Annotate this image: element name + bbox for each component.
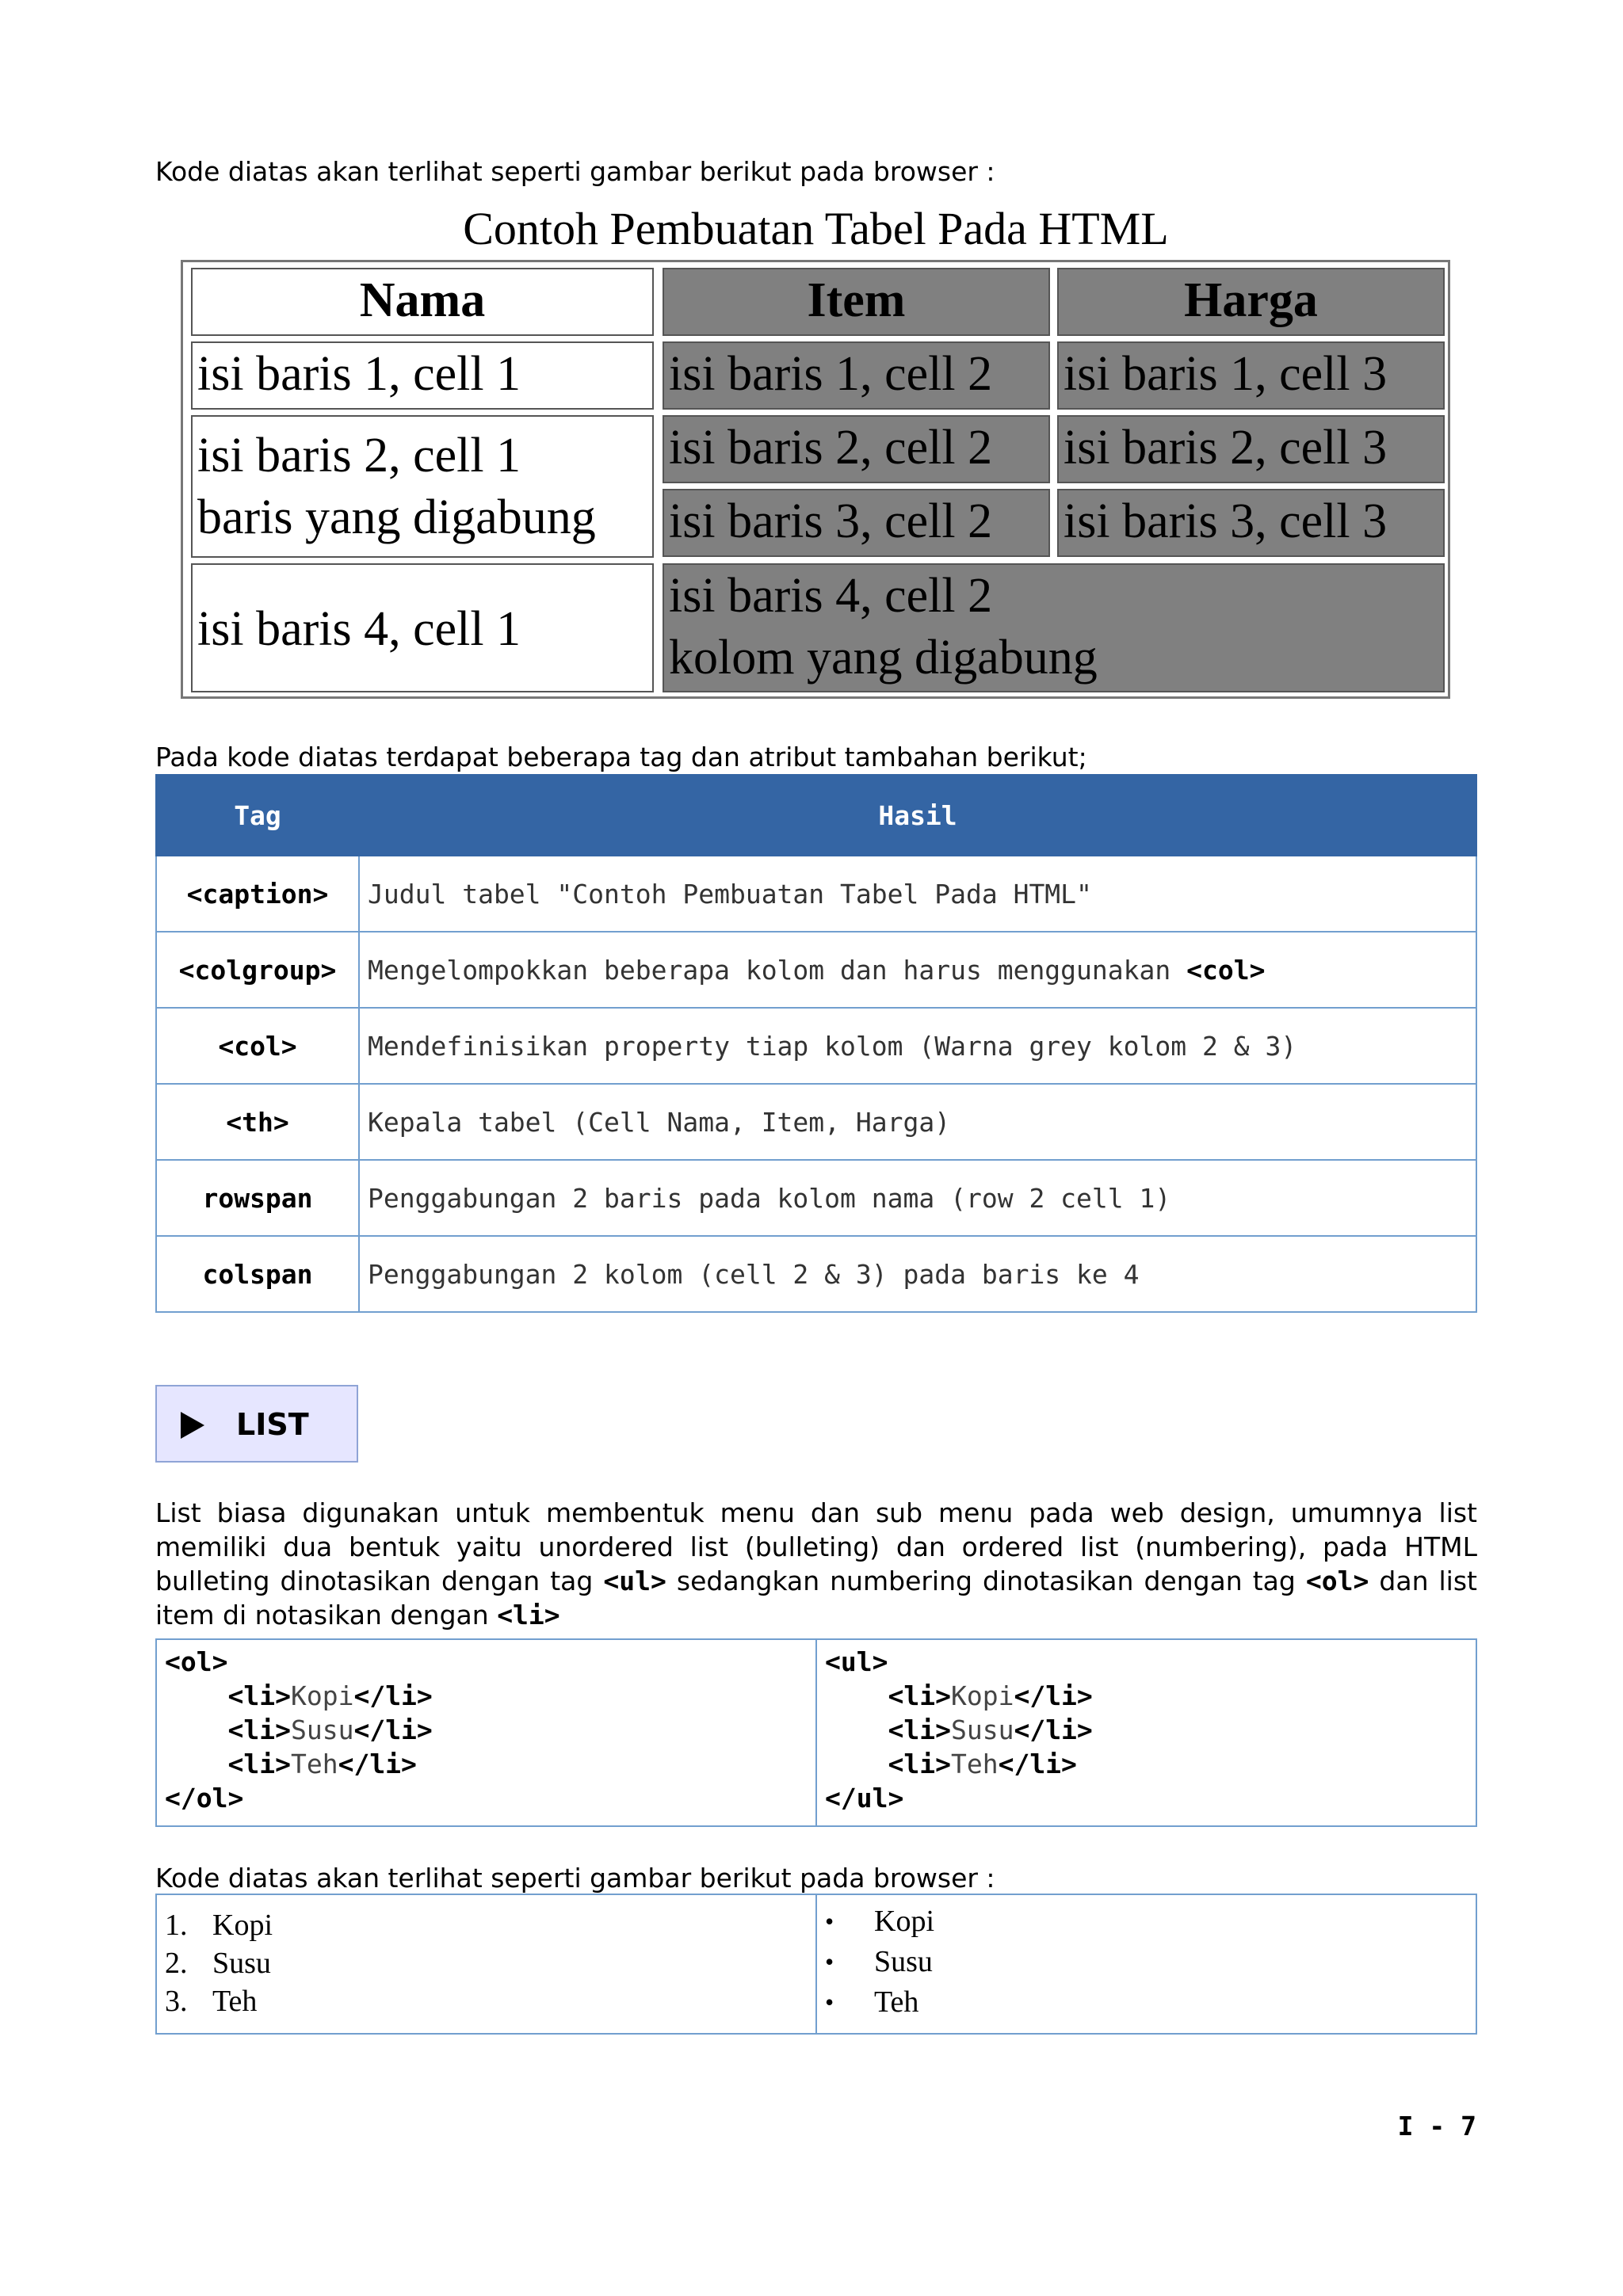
table-row [156,932,1476,1008]
code-ordered [157,1640,815,1815]
code-li-close: </li> [1014,1714,1093,1745]
list-item [165,1906,815,1944]
list-para-text-1: List biasa digunakan untuk membentuk menu dan sub menu pada web design, umumnya list memiliki dua bentuk yaitu unordered list (bulleting) dan ordered list (numbering), pada HTML bulleting dinotasikan dengan tag [155,1497,1477,1596]
code-item: Kopi [290,1680,354,1711]
list-item [825,1982,1476,2023]
code-item: Susu [950,1714,1014,1745]
ordered-list-output [157,1895,815,2020]
list-item-text: Kopi [874,1905,934,1938]
code-item: Teh [950,1749,999,1779]
demo-cell-r1c3: isi baris 1, cell 3 [1057,341,1445,410]
intro-text: Kode diatas akan terlihat seperti gambar berikut pada browser : [155,156,995,187]
play-arrow-icon [181,1412,204,1439]
code-li-close: </li> [353,1714,433,1745]
unordered-list-output [817,1895,1476,2023]
code-li-open: <li> [888,1680,951,1711]
tag-cell: <th> [156,1084,359,1160]
code-li-close: </li> [1014,1680,1093,1711]
code-ul-open: <ul> [825,1646,888,1677]
demo-table [181,260,1450,699]
bullet-icon: • [825,1947,834,1976]
code-unordered [817,1640,1476,1815]
code-ol-open: <ol> [165,1646,228,1677]
code-li-close: </li> [998,1749,1077,1779]
section-heading-list [155,1385,358,1463]
demo-header-item: Item [663,268,1050,336]
demo-cell-r3c2: isi baris 3, cell 2 [663,489,1050,557]
list-number: 2. [165,1947,188,1980]
code-item: Teh [290,1749,338,1779]
section-heading-text: LIST [236,1407,309,1442]
inline-code-ul: <ul> [603,1566,666,1596]
inline-code-ol: <ol> [1305,1566,1369,1596]
demo-cell-r2c3: isi baris 2, cell 3 [1057,415,1445,483]
tag-cell: <caption> [156,856,359,932]
list-item-text: Susu [874,1945,933,1978]
demo-cell-r1c2: isi baris 1, cell 2 [663,341,1050,410]
desc-cell: Kepala tabel (Cell Nama, Item, Harga) [359,1084,1476,1160]
list-number: 3. [165,1985,188,2018]
desc-text: Mengelompokkan beberapa kolom dan harus menggunakan [368,954,1187,986]
bullet-icon: • [825,1988,834,2016]
tag-table [155,774,1477,1313]
output-intro-text: Kode diatas akan terlihat seperti gambar berikut pada browser : [155,1863,995,1894]
code-li-open: <li> [227,1749,291,1779]
tag-cell: colspan [156,1236,359,1312]
list-item-text: Teh [212,1985,258,2018]
demo-cell-r1c1: isi baris 1, cell 1 [191,341,654,410]
list-para-text-3: dan list item di notasikan dengan [155,1566,1477,1630]
demo-table-caption: Contoh Pembuatan Tabel Pada HTML [463,203,1169,254]
demo-cell-r3c3: isi baris 3, cell 3 [1057,489,1445,557]
demo-cell-r2c2: isi baris 2, cell 2 [663,415,1050,483]
list-item [825,1942,1476,1982]
list-number: 1. [165,1909,188,1942]
tag-cell: rowspan [156,1160,359,1236]
code-li-open: <li> [888,1714,951,1745]
output-box-ordered [155,1894,817,2035]
code-li-close: </li> [353,1680,433,1711]
code-li-open: <li> [888,1749,951,1779]
demo-header-nama: Nama [191,268,654,336]
table-row [156,856,1476,932]
list-item-text: Susu [212,1947,271,1980]
code-box-unordered [815,1638,1477,1827]
tag-cell: <col> [156,1008,359,1084]
desc-cell [359,932,1476,1008]
code-ol-close: </ol> [165,1783,244,1814]
demo-rowspan-line2: baris yang digabung [197,490,596,544]
desc-cell: Penggabungan 2 baris pada kolom nama (row 2 cell 1) [359,1160,1476,1236]
list-paragraph [155,1496,1477,1632]
desc-cell: Penggabungan 2 kolom (cell 2 & 3) pada baris ke 4 [359,1236,1476,1312]
list-item [825,1901,1476,1942]
table-row [156,1160,1476,1236]
output-box-unordered [815,1894,1477,2035]
inline-code-li: <li> [497,1600,560,1630]
table-row [156,1008,1476,1084]
tag-intro-text: Pada kode diatas terdapat beberapa tag dan atribut tambahan berikut; [155,742,1087,772]
hasil-column-header: Hasil [359,775,1476,856]
desc-cell: Judul tabel "Contoh Pembuatan Tabel Pada HTML" [359,856,1476,932]
list-item-text: Kopi [212,1909,273,1942]
list-para-text-2: sedangkan numbering dinotasikan dengan tag [666,1566,1306,1596]
demo-colspan-line2: kolom yang digabung [669,631,1098,685]
demo-rowspan-line1: isi baris 2, cell 1 [197,429,521,482]
demo-cell-r4c1: isi baris 4, cell 1 [191,563,654,692]
demo-cell-rowspan [191,415,654,558]
tag-column-header: Tag [156,775,359,856]
code-li-open: <li> [227,1680,291,1711]
list-item [165,1982,815,2020]
demo-colspan-line1: isi baris 4, cell 2 [669,569,993,623]
table-row [156,1084,1476,1160]
code-li-open: <li> [227,1714,291,1745]
desc-cell: Mendefinisikan property tiap kolom (Warna grey kolom 2 & 3) [359,1008,1476,1084]
tag-cell: <colgroup> [156,932,359,1008]
code-box-ordered [155,1638,817,1827]
desc-inline-tag: <col> [1186,954,1266,986]
code-ul-close: </ul> [825,1783,904,1814]
code-li-close: </li> [338,1749,417,1779]
demo-header-harga: Harga [1057,268,1445,336]
table-row [156,1236,1476,1312]
bullet-icon: • [825,1907,834,1936]
tag-table-header [156,775,1476,856]
code-item: Susu [290,1714,354,1745]
list-item [165,1944,815,1982]
demo-cell-colspan [663,563,1445,692]
list-item-text: Teh [874,1985,919,2019]
code-item: Kopi [950,1680,1014,1711]
page-number: I - 7 [1397,2111,1476,2142]
